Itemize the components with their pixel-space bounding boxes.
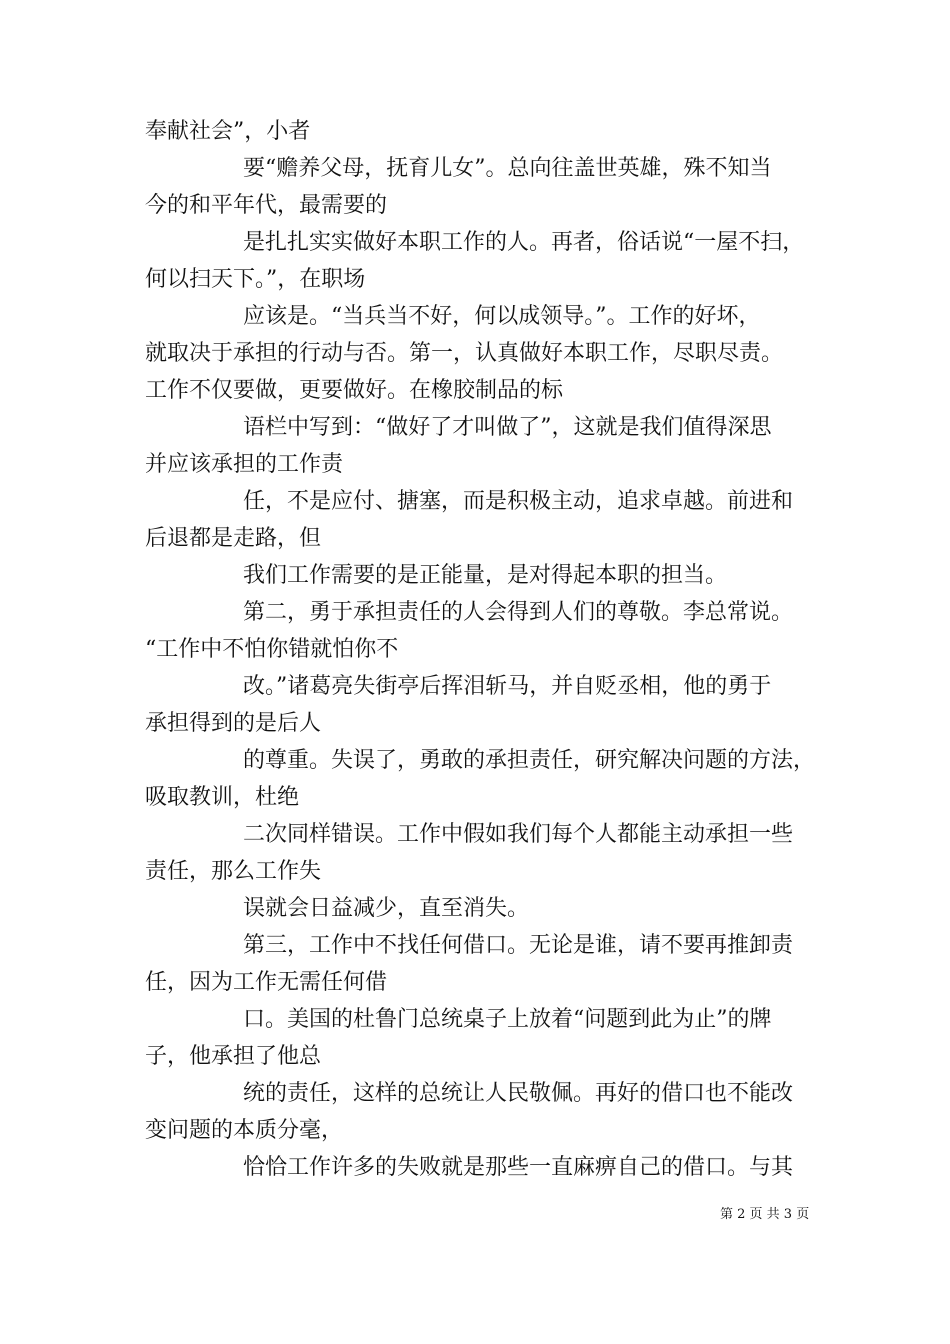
text-line: 语栏中写到：“做好了才叫做了”，这就是我们值得深思 — [243, 415, 772, 440]
text-line: 是扎扎实实做好本职工作的人。再者，俗话说“一屋不扫， — [243, 230, 805, 255]
text-line: 今的和平年代，最需要的 — [145, 193, 388, 218]
document-body — [145, 119, 816, 1192]
text-line: 改。”诸葛亮失街亭后挥泪斩马，并自贬丞相，他的勇于 — [243, 674, 772, 699]
text-line: 二次同样错误。工作中假如我们每个人都能主动承担一些 — [243, 822, 794, 847]
text-line: 子，他承担了他总 — [145, 1044, 322, 1069]
text-line: 的尊重。失误了，勇敢的承担责任，研究解决问题的方法， — [243, 748, 816, 773]
text-line: 我们工作需要的是正能量，是对得起本职的担当。 — [243, 563, 728, 588]
text-line: 责任，那么工作失 — [145, 859, 322, 884]
text-line: 恰恰工作许多的失败就是那些一直麻痹自己的借口。与其 — [243, 1155, 794, 1180]
text-line: 就取决于承担的行动与否。第一，认真做好本职工作，尽职尽责。 — [145, 341, 784, 366]
text-line: 任，因为工作无需任何借 — [145, 970, 388, 995]
text-line: 承担得到的是后人 — [145, 711, 322, 736]
text-line: 何以扫天下。”，在职场 — [145, 267, 366, 292]
text-line: 任，不是应付、搪塞，而是积极主动，追求卓越。前进和 — [243, 489, 794, 514]
text-line: 统的责任，这样的总统让人民敬佩。再好的借口也不能改 — [243, 1081, 794, 1106]
text-line: 吸取教训，杜绝 — [145, 785, 300, 810]
text-line: 第三，工作中不找任何借口。无论是谁，请不要再推卸责 — [243, 933, 794, 958]
text-line: 第二，勇于承担责任的人会得到人们的尊敬。李总常说。 — [243, 600, 794, 625]
text-line: 奉献社会”，小者 — [145, 119, 311, 144]
text-line: “工作中不怕你错就怕你不 — [145, 637, 399, 662]
text-line: 工作不仅要做，更要做好。在橡胶制品的标 — [145, 378, 564, 403]
text-line: 并应该承担的工作责 — [145, 452, 344, 477]
page-number-footer: 第 2 页 共 3 页 — [720, 1207, 810, 1222]
text-line: 变问题的本质分毫， — [145, 1118, 344, 1143]
text-line: 要“赡养父母，抚育儿女”。总向往盖世英雄，殊不知当 — [243, 156, 772, 181]
text-line: 后退都是走路，但 — [145, 526, 322, 551]
text-line: 应该是。“当兵当不好，何以成领导。”。工作的好坏， — [243, 304, 761, 329]
text-line: 口。美国的杜鲁门总统桌子上放着“问题到此为止”的牌 — [243, 1007, 772, 1032]
text-line: 误就会日益减少，直至消失。 — [243, 896, 530, 921]
